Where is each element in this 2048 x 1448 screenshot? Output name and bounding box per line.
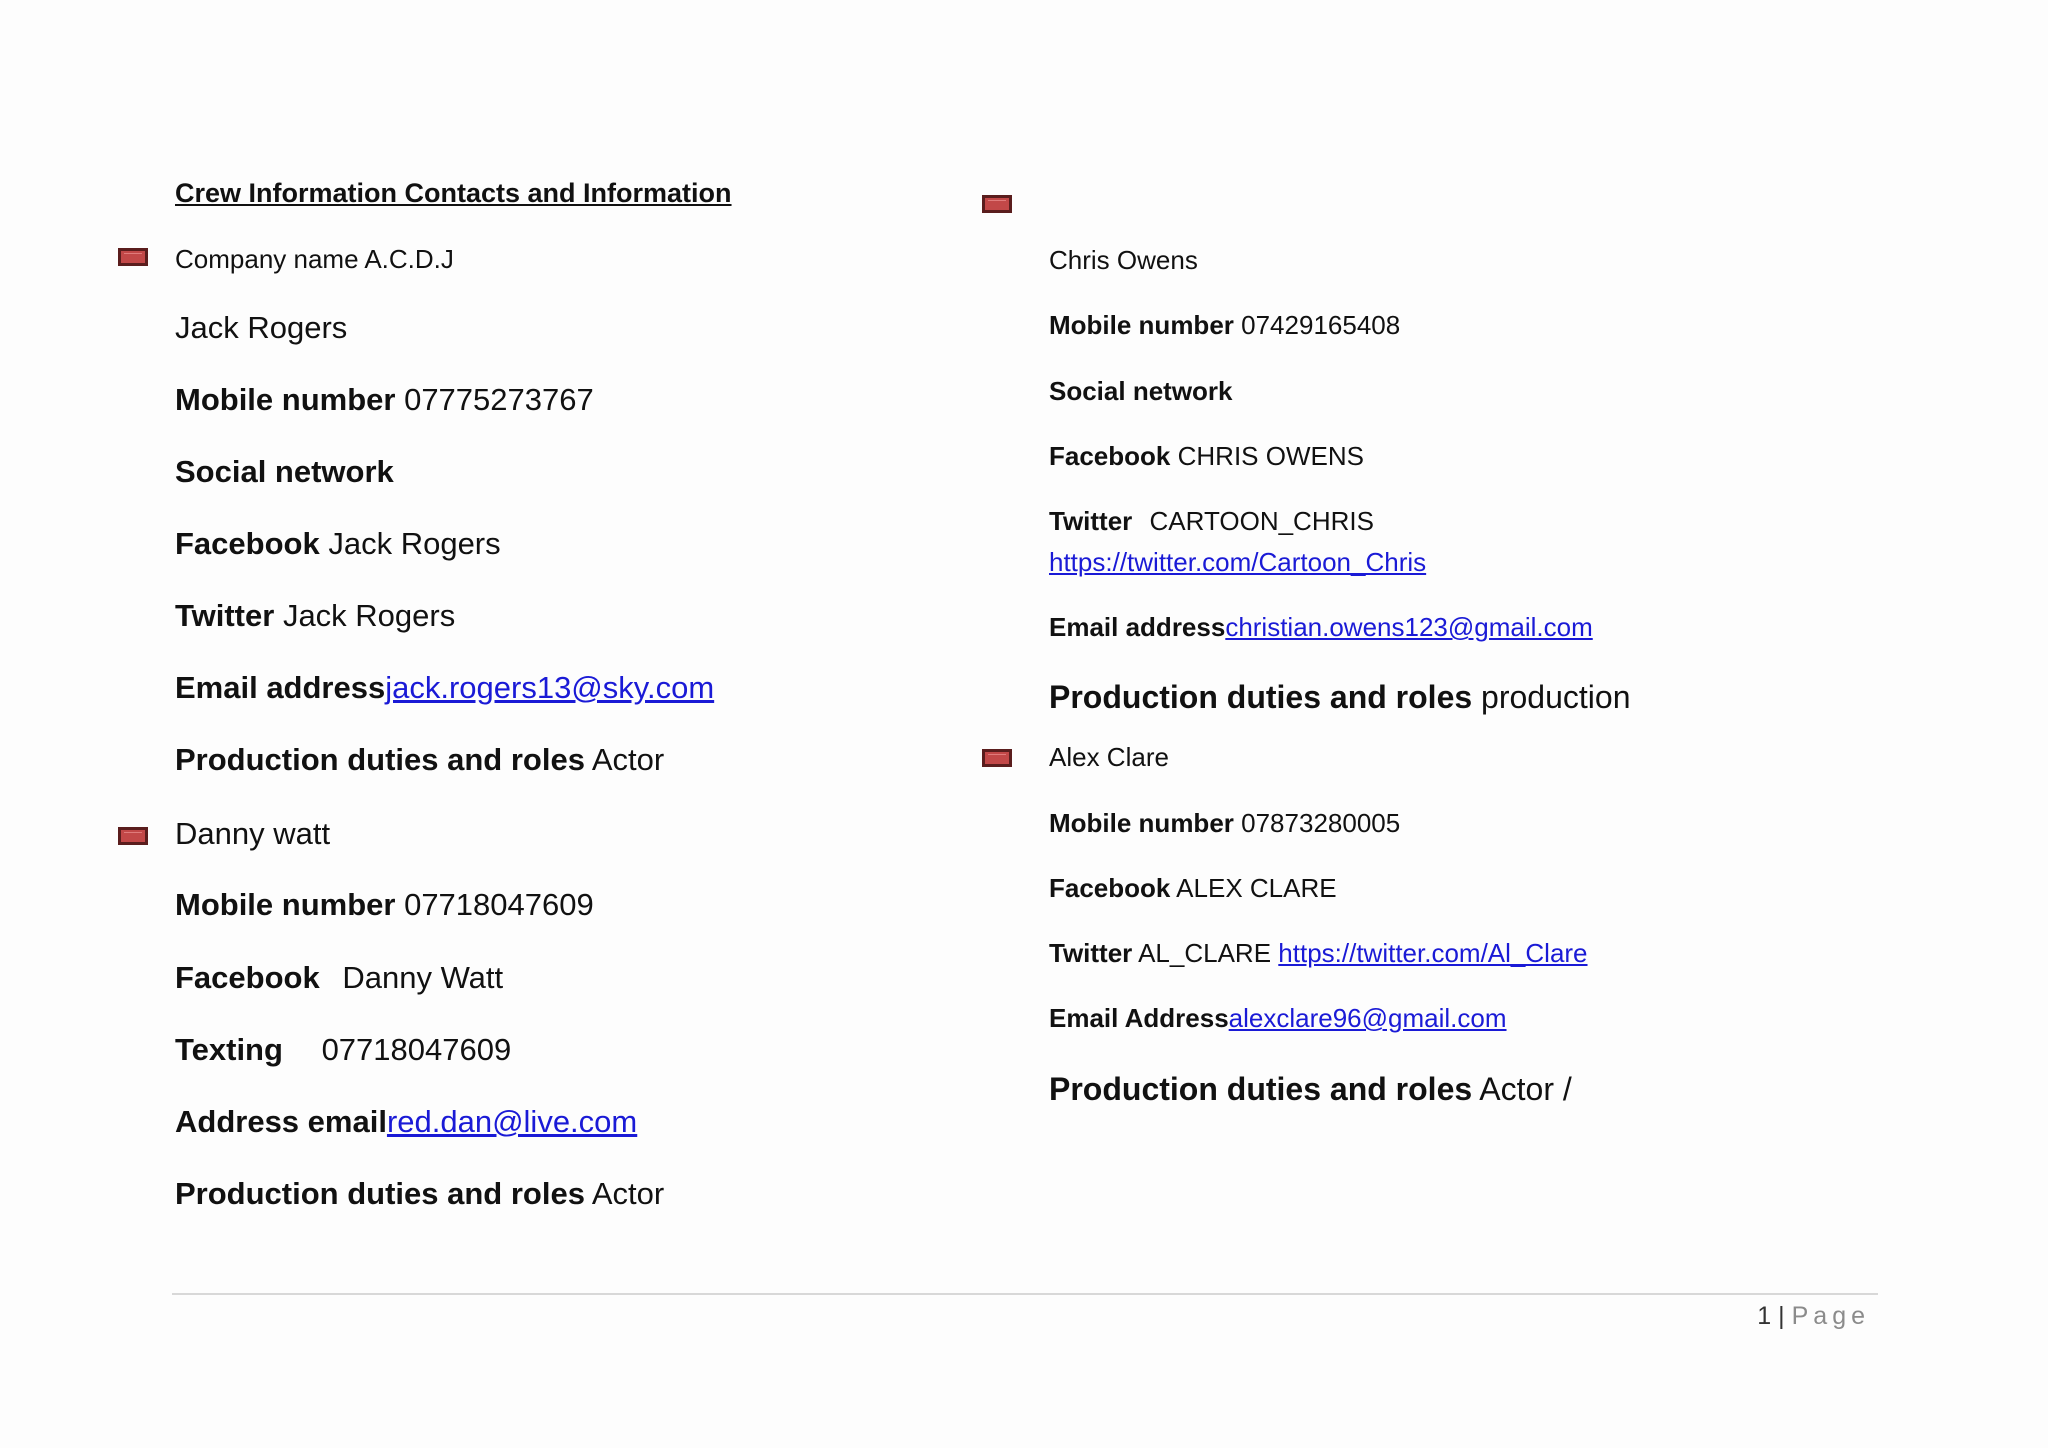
mobile-label: Mobile number	[175, 382, 396, 417]
alex-facebook-line	[1049, 875, 1337, 901]
roles-label: Production duties and roles	[175, 742, 585, 777]
alex-facebook-value: ALEX CLARE	[1176, 873, 1337, 903]
page-word: Page	[1791, 1302, 1870, 1330]
jack-email-line	[175, 672, 714, 703]
chris-name: Chris Owens	[1049, 245, 1198, 275]
page-footer	[1757, 1302, 1870, 1331]
email-label: Email Address	[1049, 1003, 1229, 1033]
chris-twitter-url-line	[1049, 549, 1426, 575]
alex-twitter-value: AL_CLARE	[1138, 938, 1272, 968]
danny-facebook-value: Danny Watt	[342, 960, 504, 995]
danny-texting-value: 07718047609	[321, 1032, 512, 1067]
chris-roles-value: production	[1481, 679, 1631, 715]
alex-email-link[interactable]: alexclare96@gmail.com	[1228, 1003, 1507, 1033]
jack-roles-line	[175, 744, 664, 775]
danny-roles-value: Actor	[591, 1176, 665, 1211]
alex-roles-value: Actor /	[1479, 1071, 1572, 1107]
footer-separator: |	[1778, 1302, 1785, 1330]
alex-twitter-line	[1049, 940, 1588, 966]
chris-twitter-value: CARTOON_CHRIS	[1149, 506, 1374, 536]
alex-email-line	[1049, 1005, 1507, 1031]
danny-email-line	[175, 1106, 637, 1137]
facebook-label: Facebook	[1049, 441, 1171, 471]
jack-email-link[interactable]: jack.rogers13@sky.com	[385, 670, 715, 705]
jack-name: Jack Rogers	[175, 310, 348, 345]
jack-facebook-line	[175, 528, 501, 559]
email-label: Address email	[175, 1104, 387, 1139]
danny-roles-line	[175, 1178, 664, 1209]
danny-facebook-line	[175, 962, 503, 993]
alex-mobile-line	[1049, 810, 1400, 836]
mobile-label: Mobile number	[175, 887, 396, 922]
alex-twitter-link[interactable]: https://twitter.com/Al_Clare	[1278, 938, 1588, 968]
jack-social-label: Social network	[175, 454, 394, 489]
twitter-label: Twitter	[1049, 506, 1133, 536]
bullet-icon	[982, 749, 1012, 767]
danny-mobile-value: 07718047609	[404, 887, 594, 922]
facebook-label: Facebook	[1049, 873, 1171, 903]
jack-mobile-value: 07775273767	[404, 382, 594, 417]
roles-label: Production duties and roles	[1049, 1071, 1473, 1107]
chris-facebook-line	[1049, 443, 1364, 469]
footer-rule	[172, 1293, 1878, 1295]
facebook-label: Facebook	[175, 960, 320, 995]
bullet-icon	[118, 248, 148, 266]
chris-twitter-link[interactable]: https://twitter.com/Cartoon_Chris	[1049, 547, 1427, 577]
jack-twitter-line	[175, 600, 455, 631]
jack-twitter-value: Jack Rogers	[282, 598, 456, 633]
chris-facebook-value: CHRIS OWENS	[1177, 441, 1364, 471]
twitter-label: Twitter	[175, 598, 275, 633]
danny-name: Danny watt	[175, 816, 331, 851]
roles-label: Production duties and roles	[175, 1176, 585, 1211]
chris-mobile-value: 07429165408	[1241, 310, 1401, 340]
chris-mobile-line	[1049, 312, 1400, 338]
alex-mobile-value: 07873280005	[1241, 808, 1401, 838]
danny-texting-line	[175, 1034, 511, 1065]
document-title: Crew Information Contacts and Information	[175, 178, 732, 208]
twitter-label: Twitter	[1049, 938, 1133, 968]
jack-mobile-line	[175, 384, 594, 415]
chris-email-line	[1049, 614, 1593, 640]
chris-roles-line	[1049, 681, 1630, 713]
bullet-icon	[118, 827, 148, 845]
facebook-label: Facebook	[175, 526, 320, 561]
chris-email-link[interactable]: christian.owens123@gmail.com	[1225, 612, 1593, 642]
chris-social-label: Social network	[1049, 376, 1233, 406]
mobile-label: Mobile number	[1049, 808, 1234, 838]
roles-label: Production duties and roles	[1049, 679, 1473, 715]
email-label: Email address	[1049, 612, 1226, 642]
chris-twitter-line	[1049, 508, 1374, 534]
alex-roles-line	[1049, 1073, 1572, 1105]
jack-facebook-value: Jack Rogers	[328, 526, 501, 561]
page-number: 1	[1757, 1302, 1772, 1330]
danny-email-link[interactable]: red.dan@live.com	[386, 1104, 638, 1139]
jack-roles-value: Actor	[591, 742, 665, 777]
bullet-icon	[982, 195, 1012, 213]
texting-label: Texting	[175, 1032, 283, 1067]
email-label: Email address	[175, 670, 386, 705]
alex-name: Alex Clare	[1049, 742, 1169, 772]
mobile-label: Mobile number	[1049, 310, 1234, 340]
company-name: Company name A.C.D.J	[175, 244, 454, 274]
danny-mobile-line	[175, 889, 594, 920]
